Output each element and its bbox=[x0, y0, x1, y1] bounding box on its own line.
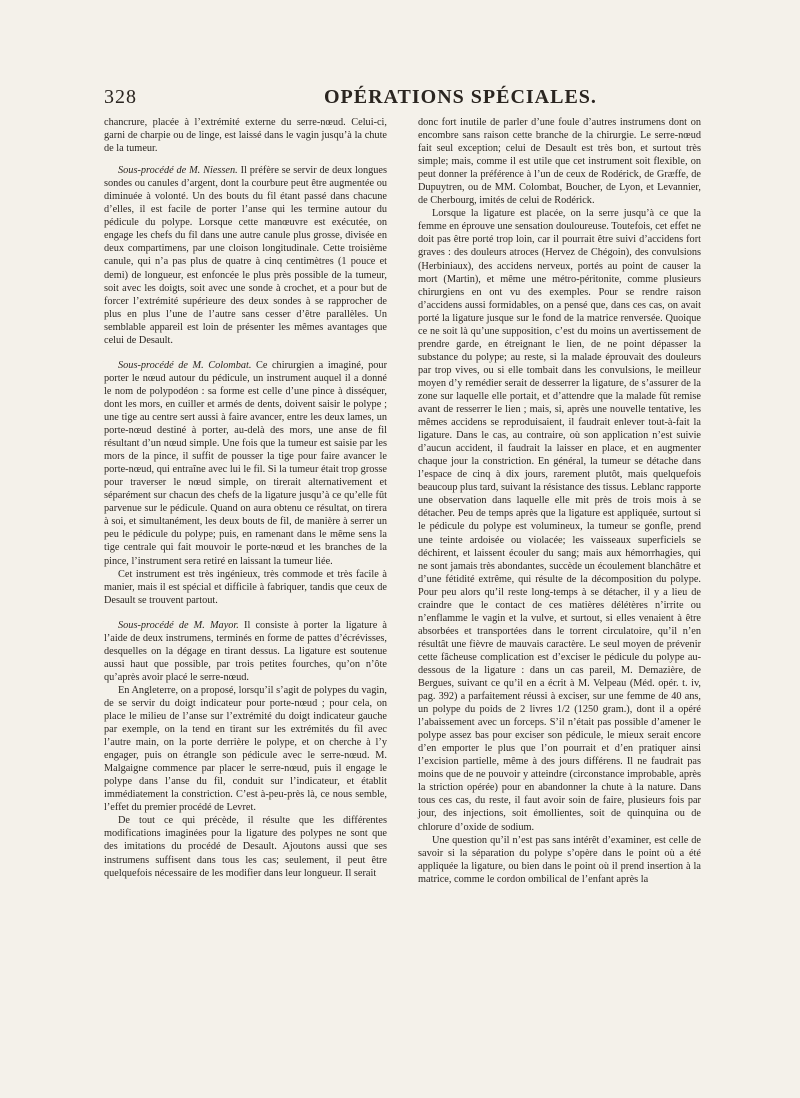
subsection-heading: Sous-procédé de M. Mayor. bbox=[118, 619, 239, 631]
paragraph: Cet instrument est très ingénieux, très commode et très facile à manier, mais il est spécial et difficile à fabriquer, tandis que ceux de Desault se trouvent partout. bbox=[104, 568, 387, 606]
subsection-heading: Sous-procédé de M. Niessen. bbox=[118, 165, 238, 177]
paragraph: Lorsque la ligature est placée, on la serre jusqu’à ce que la femme en éprouve une sensation douloureuse. Toutefois, cet effet ne doit pas être porté trop loin, car il pourrait être suivi d’accidens fort graves : des douleurs atroces (Hervez de Chégoin), des convulsions (Herbiniaux), des accidens nerveux, portés au point de causer la mort (Martin), et même une métro-péritonite, comme plusieurs chirurgiens en ont vu des exemples. Pour se rendre raison d’accidens aussi formidables, on a pensé que, dans ces cas, on avait porté la ligature jusque sur le fond de la matrice renversée. Quoique ce ne soit là qu’une supposition, c’est du moins un avertissement de prendre garde, en étreignant le lien, de ne point dépasser la substance du polype; au reste, si la malade éprouvait des douleurs par trop vives, ou si elle tombait dans les convulsions, le meilleur moyen d’y remédier serait de desserrer la ligature, de s’assurer de la zone sur laquelle elle portait, et d’attendre que la malade fût remise avant de resserrer le lien ; mais, si, après une nouvelle tentative, les mêmes accidens se reproduisaient, il faudrait enlever tout-à-fait la ligature. Dans le cas, au contraire, où son application n’est suivie d’aucun accident, il faudrait la laisser en place, et en augmenter chaque jour la constriction. En général, la tumeur se détache dans l’espace de cinq à dix jours, rarement plutôt, mais quelquefois beaucoup plus tard, suivant la résistance des tissus. Leblanc rapporte une observation dans laquelle elle mit près de trois mois à se détacher. Peu de temps après que la ligature est appliquée, surtout si le pédicule du polype est volumineux, la tumeur se gonfle, prend une teinte ardoisée ou violacée; les vaisseaux superficiels se déchirent, et laissent écouler du sang; mais aux hémorrhagies, qui ne sont jamais très abondantes, succède un écoulement blanchâtre et d’une fétidité extrême, qui résulte de la décomposition du polype. Pour peu alors qu’il reste long-temps à se détacher, il y a lieu de craindre que le contact de ces matières délétères n’irrite ou n’enflamme le vagin et la vulve, et surtout, si elles venaient à être absorbées et transportées dans le torrent circulatoire, qu’il n’en résultât une fièvre de mauvais caractère. Le seul moyen de prévenir cette fâcheuse complication est d’exciser le pédicule du polype au-dessous de la ligature : dans un cas pareil, M. Demazière, de Bergues, suivant ce qu’il en a écrit à M. Velpeau (Méd. opér. t. iv, pag. 392) a parfaitement réussi à exciser, sur une femme de 40 ans, un polype du poids de 2 livres 1/2 (1250 gram.), dont il a opéré l’abaissement avec un forceps. S’il n’était pas possible d’amener le polype assez bas pour exciser son pédicule, le mieux serait encore d’en emporter le plus que l’on pourrait et d’en pratiquer ainsi l’excision partielle, même à des jours différens. Il ne faudrait pas moins que de ne pouvoir y atteindre (circonstance improbable, après la striction opérée) pour en abandonner la chute à la nature. Dans tous ces cas, du reste, il faut avoir soin de faire, plusieurs fois par jour, des injections, soit émollientes, soit de quinquina ou de chlorure d’oxide de sodium. bbox=[418, 208, 701, 833]
paragraph: En Angleterre, on a proposé, lorsqu’il s’agit de polypes du vagin, de se servir du doigt indicateur pour porte-nœud ; pour cela, on place le milieu de l’anse sur l’extrémité du doigt indicateur gauche par exemple, on la tend en tirant sur les extrémités du fil avec l’autre main, on la porte derrière le polype, et on cherche à l’y engager, puis on étrangle son pédicule avec le serre-nœud. M. Malgaigne commence par placer le serre-nœud, puis il engage le polype dans l’anse du fil, conduit sur l’indicateur, et établit immédiatement la constriction. C’est à-peu-près là, ce nous semble, l’effet du premier procédé de Levret. bbox=[104, 684, 387, 814]
paragraph: De tout ce qui précède, il résulte que les différentes modifications imaginées pour la ligature des polypes ne sont que des imitations du procédé de Desault. Ajoutons aussi que ses instrumens suffisent dans tous les cas; seulement, il peut être quelquefois nécessaire de les modifier dans leur longueur. Il serait bbox=[104, 815, 387, 879]
paragraph-text: Il préfère se servir de deux longues sondes ou canules d’argent, dont la courbure peut être augmentée ou diminuée à volonté. Un des bouts du fil étant passé dans chacune d’elles, il est facile de porter l’anse qui les termine autour du pédicule du polype. Lorsque cette manœuvre est exécutée, on engage les chefs du fil dans une autre canule plus grosse, divisée en deux compartimens, par une cloison longitudinale. Cette troisième canule, qui n’a pas plus de quatre à cinq centimètres (1 pouce et demi) de longueur, est enfoncée le plus près possible de la tumeur, soit avec les doigts, soit avec une sonde à crochet, et a pour but de forcer l’extrémité supérieure des deux sondes à se rapprocher de plus en plus l’une de l’autre sans cesser d’être parallèles. Un semblable appareil est loin de présenter les mêmes avantages que celui de Desault. bbox=[104, 165, 387, 346]
page-number: 328 bbox=[104, 86, 137, 108]
paragraph bbox=[104, 359, 387, 568]
paragraph bbox=[104, 619, 387, 684]
paragraph: chancrure, placée à l’extrémité externe du serre-nœud. Celui-ci, garni de charpie ou de linge, est laissé dans le vagin jusqu’à la chute de la tumeur. bbox=[104, 117, 387, 155]
paragraph: donc fort inutile de parler d’une foule d’autres instrumens dont on encombre sans raison cette branche de la chirurgie. Le serre-nœud fait seul exception; celui de Desault est très bon, et surtout très simple; mais, comme il est utile que cet instrument soit flexible, on peut donner la préférence à l’un de ceux de Rodérick, de Græffe, de Dupuytren, ou de MM. Colombat, Boucher, de Lyon, et Levannier, de Cherbourg, imités de celui de Rodérick. bbox=[418, 117, 701, 207]
subsection-heading: Sous-procédé de M. Colombat. bbox=[118, 359, 252, 371]
running-title: OPÉRATIONS SPÉCIALES. bbox=[324, 86, 597, 108]
paragraph-text: Il consiste à porter la ligature à l’aide de deux instrumens, terminés en forme de pattes d’écrévisses, desquelles on la dégage en tirant dessus. La ligature est soutenue aussi haut que possible, par trois petites fourches, qu’on n’ôte qu’après avoir placé le serre-nœud. bbox=[104, 619, 387, 683]
paragraph bbox=[104, 164, 387, 347]
paragraph: Une question qu’il n’est pas sans intérêt d’examiner, est celle de savoir si la séparation du polype s’opère dans le point où a été appliquée la ligature, ou bien dans le point où il prend insertion à la matrice, comme le cordon ombilical de l’enfant après la bbox=[418, 834, 701, 885]
page-header bbox=[104, 86, 714, 112]
left-column bbox=[104, 116, 387, 880]
right-column bbox=[418, 116, 701, 886]
paragraph-text: Ce chirurgien a imaginé, pour porter le nœud autour du pédicule, un instrument auquel il a donné le nom de polypodéon : sa forme est celle d’une pince à disséquer, dont les mors, en cuiller et armés de dents, doivent saisir le polype ; une tige au centre sert aussi à faire avancer, entre les deux lames, un porte-nœud destiné à porter, au-delà des mors, une anse de fil résultant d’un nœud simple. Une fois que la tumeur est saisie par les mors de la pince, il suffit de pousser la tige pour faire avancer le porte-nœud, qui entraîne avec lui le fil. Si la tumeur était trop grosse pour traverser le nœud simple, on tirerait alternativement et séparément sur chacun des chefs de la ligature jusqu’à ce qu’elle fût parvenue sur le pédicule. Quand on aura obtenu ce résultat, on tirera à soi, et simultanément, les deux bouts de fil, de manière à serrer un peu le pédicule du polype; puis, en ramenant dans le même sens la tige centrale qui fait mouvoir le porte-nœud et les branches de la pince, l’instrument sera retiré en laissant la tumeur liée. bbox=[104, 359, 387, 567]
